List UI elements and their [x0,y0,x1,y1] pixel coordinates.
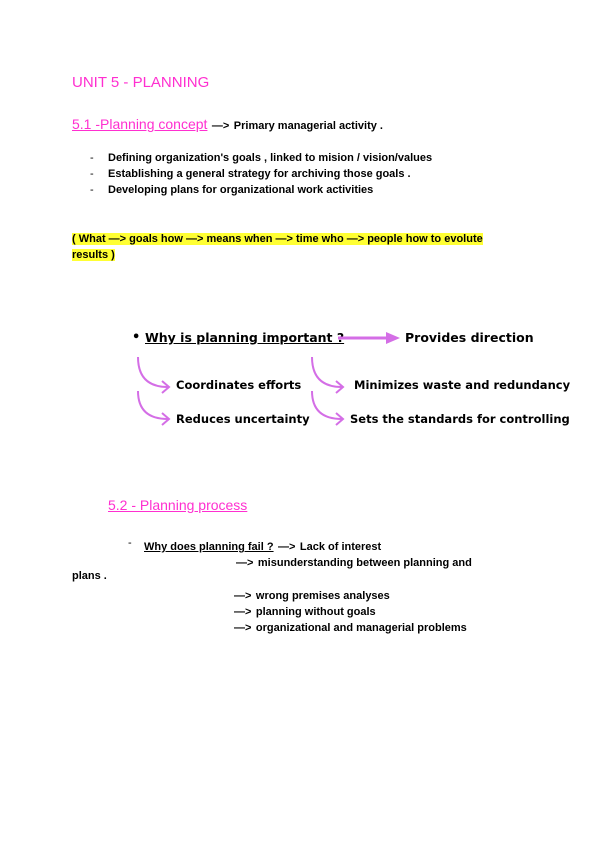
diagram-question: Why is planning important ? [145,330,345,345]
curved-arrow-icon [306,355,350,431]
diagram-main-result: Provides direction [405,330,534,345]
section-1-heading: 5.1 -Planning concept [72,116,208,132]
diagram-item: Minimizes waste and redundancy [354,378,571,392]
bullet-dash: - [90,152,94,164]
section-2-heading: 5.2 - Planning process [108,497,248,513]
highlight-line-2 [72,249,115,261]
fail-wrap: plans . [72,570,107,582]
fail-line-2 [236,553,472,571]
section-1-line [72,116,383,134]
fail-line-5 [234,618,467,636]
fail-reason: planning without goals [255,606,376,618]
diagram-item: Sets the standards for controlling [350,412,570,426]
diagram-bullet: • [132,330,141,345]
unit-title: UNIT 5 - PLANNING [72,74,210,91]
bullet-item: Establishing a general strategy for archiving those goals . [108,168,411,180]
bullet-item: Developing plans for organizational work activities [108,184,374,196]
curved-arrow-icon [132,355,176,431]
section-1-definition: Primary managerial activity . [233,120,383,132]
fail-arrow: —> [278,541,296,553]
highlight-text-1: ( What —> goals how —> means when —> time who —> people how to evolute [72,233,483,245]
arrow-right-icon [336,330,402,346]
diagram-item: Coordinates efforts [176,378,302,392]
fail-arrow: —> [234,622,252,634]
section-1-arrow: —> [211,120,230,132]
highlight-line-1 [72,233,483,245]
fail-arrow: —> [234,590,252,602]
fail-reason: organizational and managerial problems [255,622,467,634]
bullet-dash: - [90,184,94,196]
bullet-dash: - [90,168,94,180]
fail-reason: wrong premises analyses [255,590,390,602]
section-2-dash: - [128,537,132,549]
fail-arrow: —> [236,557,254,569]
highlight-text-2: results ) [72,249,115,261]
bullet-item: Defining organization's goals , linked to mision / vision/values [108,152,433,164]
fail-question: Why does planning fail ? [144,541,274,553]
diagram-item: Reduces uncertainty [176,412,310,426]
fail-reason: Lack of interest [299,541,382,553]
fail-arrow: —> [234,606,252,618]
fail-reason: misunderstanding between planning and [257,557,472,569]
